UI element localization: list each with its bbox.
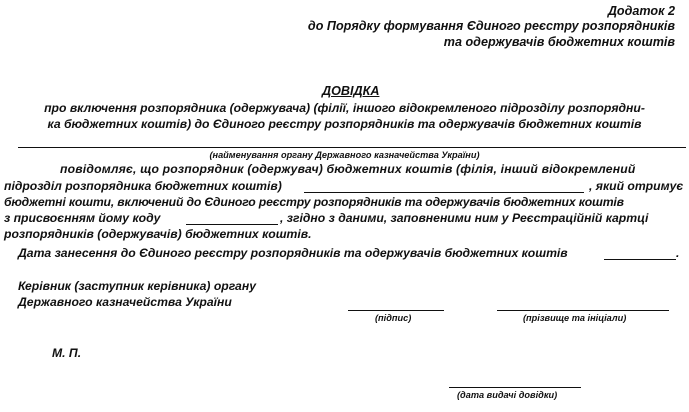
body-line-4a: з присвоєнням йому коду [4, 211, 161, 225]
issue-date-line [449, 387, 581, 388]
appendix-line-2: та одержувачів бюджетних коштів [443, 35, 675, 49]
unit-name-blank [304, 192, 584, 193]
body-line-2a: підрозділ розпорядника бюджетних коштів) [4, 179, 282, 193]
treasury-name-caption: (найменування органу Державного казначейства України) [209, 150, 480, 160]
appendix-title: Додаток 2 [607, 4, 675, 18]
signature-line [348, 310, 444, 311]
body-line-6-period: . [676, 246, 680, 260]
body-line-3: бюджетні кошти, включений до Єдиного реєстру розпорядників та одержувачів бюджетних коштів [4, 195, 624, 209]
document-subtitle-1: про включення розпорядника (одержувача) (філії, іншого відокремленого підрозділу розпорядни- [44, 101, 645, 115]
body-line-1: повідомляє, що розпорядник (одержувач) бюджетних коштів (філія, інший відокремлений [60, 162, 636, 176]
body-line-2b: , який отримує [589, 179, 684, 193]
body-line-6: Дата занесення до Єдиного реєстру розпорядників та одержувачів бюджетних коштів [18, 246, 568, 260]
code-blank [186, 224, 278, 225]
issue-date-caption: (дата видачі довідки) [457, 390, 558, 400]
date-entry-blank [604, 259, 676, 260]
body-line-4b: , згідно з даними, заповненими ним у Реєстраційній картці [280, 211, 649, 225]
name-line [497, 310, 669, 311]
seal-placeholder: М. П. [52, 346, 82, 360]
appendix-line-1: до Порядку формування Єдиного реєстру розпорядників [307, 19, 675, 33]
body-line-5: розпорядників (одержувачів) бюджетних коштів. [4, 227, 312, 241]
signature-caption: (підпис) [375, 313, 412, 323]
treasury-name-line [18, 147, 686, 148]
signatory-title-1: Керівник (заступник керівника) органу [18, 279, 256, 293]
document-subtitle-2: ка бюджетних коштів) до Єдиного реєстру розпорядників та одержувачів бюджетних коштів [47, 117, 642, 131]
name-caption: (прізвище та ініціали) [523, 313, 627, 323]
document-heading: ДОВІДКА [322, 84, 380, 98]
signatory-title-2: Державного казначейства України [18, 295, 232, 309]
